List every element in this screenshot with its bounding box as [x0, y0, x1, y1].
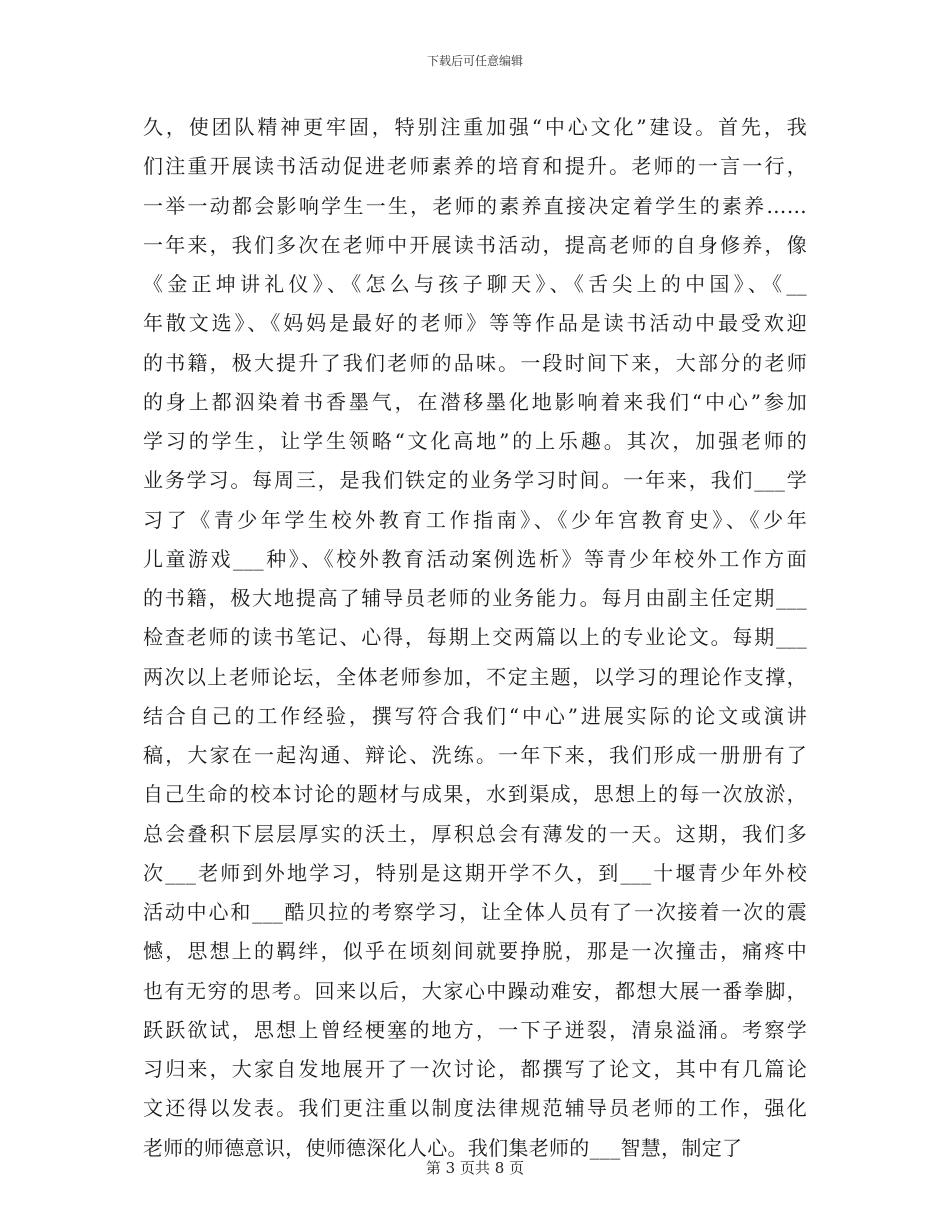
text-line: 次___老师到外地学习，特别是这期开学不久，到___十堰青少年外校 [143, 860, 807, 885]
text-line: 文还得以发表。我们更注重以制度法律规范辅导员老师的工作，强化 [143, 1096, 807, 1121]
text-line: 稿，大家在一起沟通、辩论、洗练。一年下来，我们形成一册册有了 [143, 743, 807, 767]
page-header: 下载后可任意编辑 [426, 54, 523, 68]
text-line: 的书籍，极大提升了我们老师的品味。一段时间下来，大部分的老师 [143, 350, 807, 375]
text-line: 的书籍，极大地提高了辅导员老师的业务能力。每月由副主任定期___ [143, 586, 807, 610]
text-line: 活动中心和___酷贝拉的考察学习，让全体人员有了一次接着一次的震 [143, 900, 807, 924]
text-line: 年散文选》、《妈妈是最好的老师》等等作品是读书活动中最受欢迎 [143, 311, 807, 336]
text-line: 学习的学生，让学生领略“文化高地”的上乐趣。其次，加强老师的 [143, 429, 807, 453]
text-line: 检查老师的读书笔记、心得，每期上交两篇以上的专业论文。每期___ [143, 625, 807, 650]
text-line: 一举一动都会影响学生一生，老师的素养直接决定着学生的素养…… [143, 193, 807, 218]
text-line: 两次以上老师论坛，全体老师参加，不定主题，以学习的理论作支撑， [143, 664, 807, 689]
text-line: 久，使团队精神更牢固，特别注重加强“中心文化”建设。首先，我 [143, 115, 807, 139]
text-line: 业务学习。每周三，是我们铁定的业务学习时间。一年来，我们___学 [143, 468, 807, 493]
text-line: 习了《青少年学生校外教育工作指南》、《少年宫教育史》、《少年 [143, 507, 807, 532]
text-line: 《金正坤讲礼仪》、《怎么与孩子聊天》、《舌尖上的中国》、《__ [143, 272, 807, 296]
document-body [143, 108, 807, 1168]
text-line: 也有无穷的思考。回来以后，大家心中躁动难安，都想大展一番拳脚， [143, 978, 807, 1003]
text-line: 们注重开展读书活动促进老师素养的培育和提升。老师的一言一行， [143, 154, 807, 179]
text-line: 的身上都泅染着书香墨气，在潜移墨化地影响着来我们“中心”参加 [143, 389, 807, 414]
text-line: 结合自己的工作经验，撰写符合我们“中心”进展实际的论文或演讲 [143, 703, 807, 728]
text-line: 儿童游戏___种》、《校外教育活动案例选析》等青少年校外工作方面 [143, 546, 807, 571]
text-line: 一年来，我们多次在老师中开展读书活动，提高老师的自身修养，像 [143, 232, 807, 257]
text-line: 憾，思想上的羁绊，似乎在顷刻间就要挣脱，那是一次撞击，痛疼中 [143, 939, 807, 964]
text-line: 总会叠积下层层厚实的沃土，厚积总会有薄发的一天。这期，我们多 [143, 821, 807, 846]
text-line: 习归来，大家自发地展开了一次讨论，都撰写了论文，其中有几篇论 [143, 1057, 807, 1081]
text-line: 老师的师德意识，使师德深化人心。我们集老师的___智慧，制定了 [143, 1135, 743, 1160]
text-line: 跃跃欲试，思想上曾经梗塞的地方，一下子迸裂，清泉溢涌。考察学 [143, 1017, 807, 1042]
page-number: 第 3 页共 8 页 [425, 1159, 525, 1177]
text-line: 自己生命的校本讨论的题材与成果，水到渠成，思想上的每一次放淤， [143, 782, 807, 807]
